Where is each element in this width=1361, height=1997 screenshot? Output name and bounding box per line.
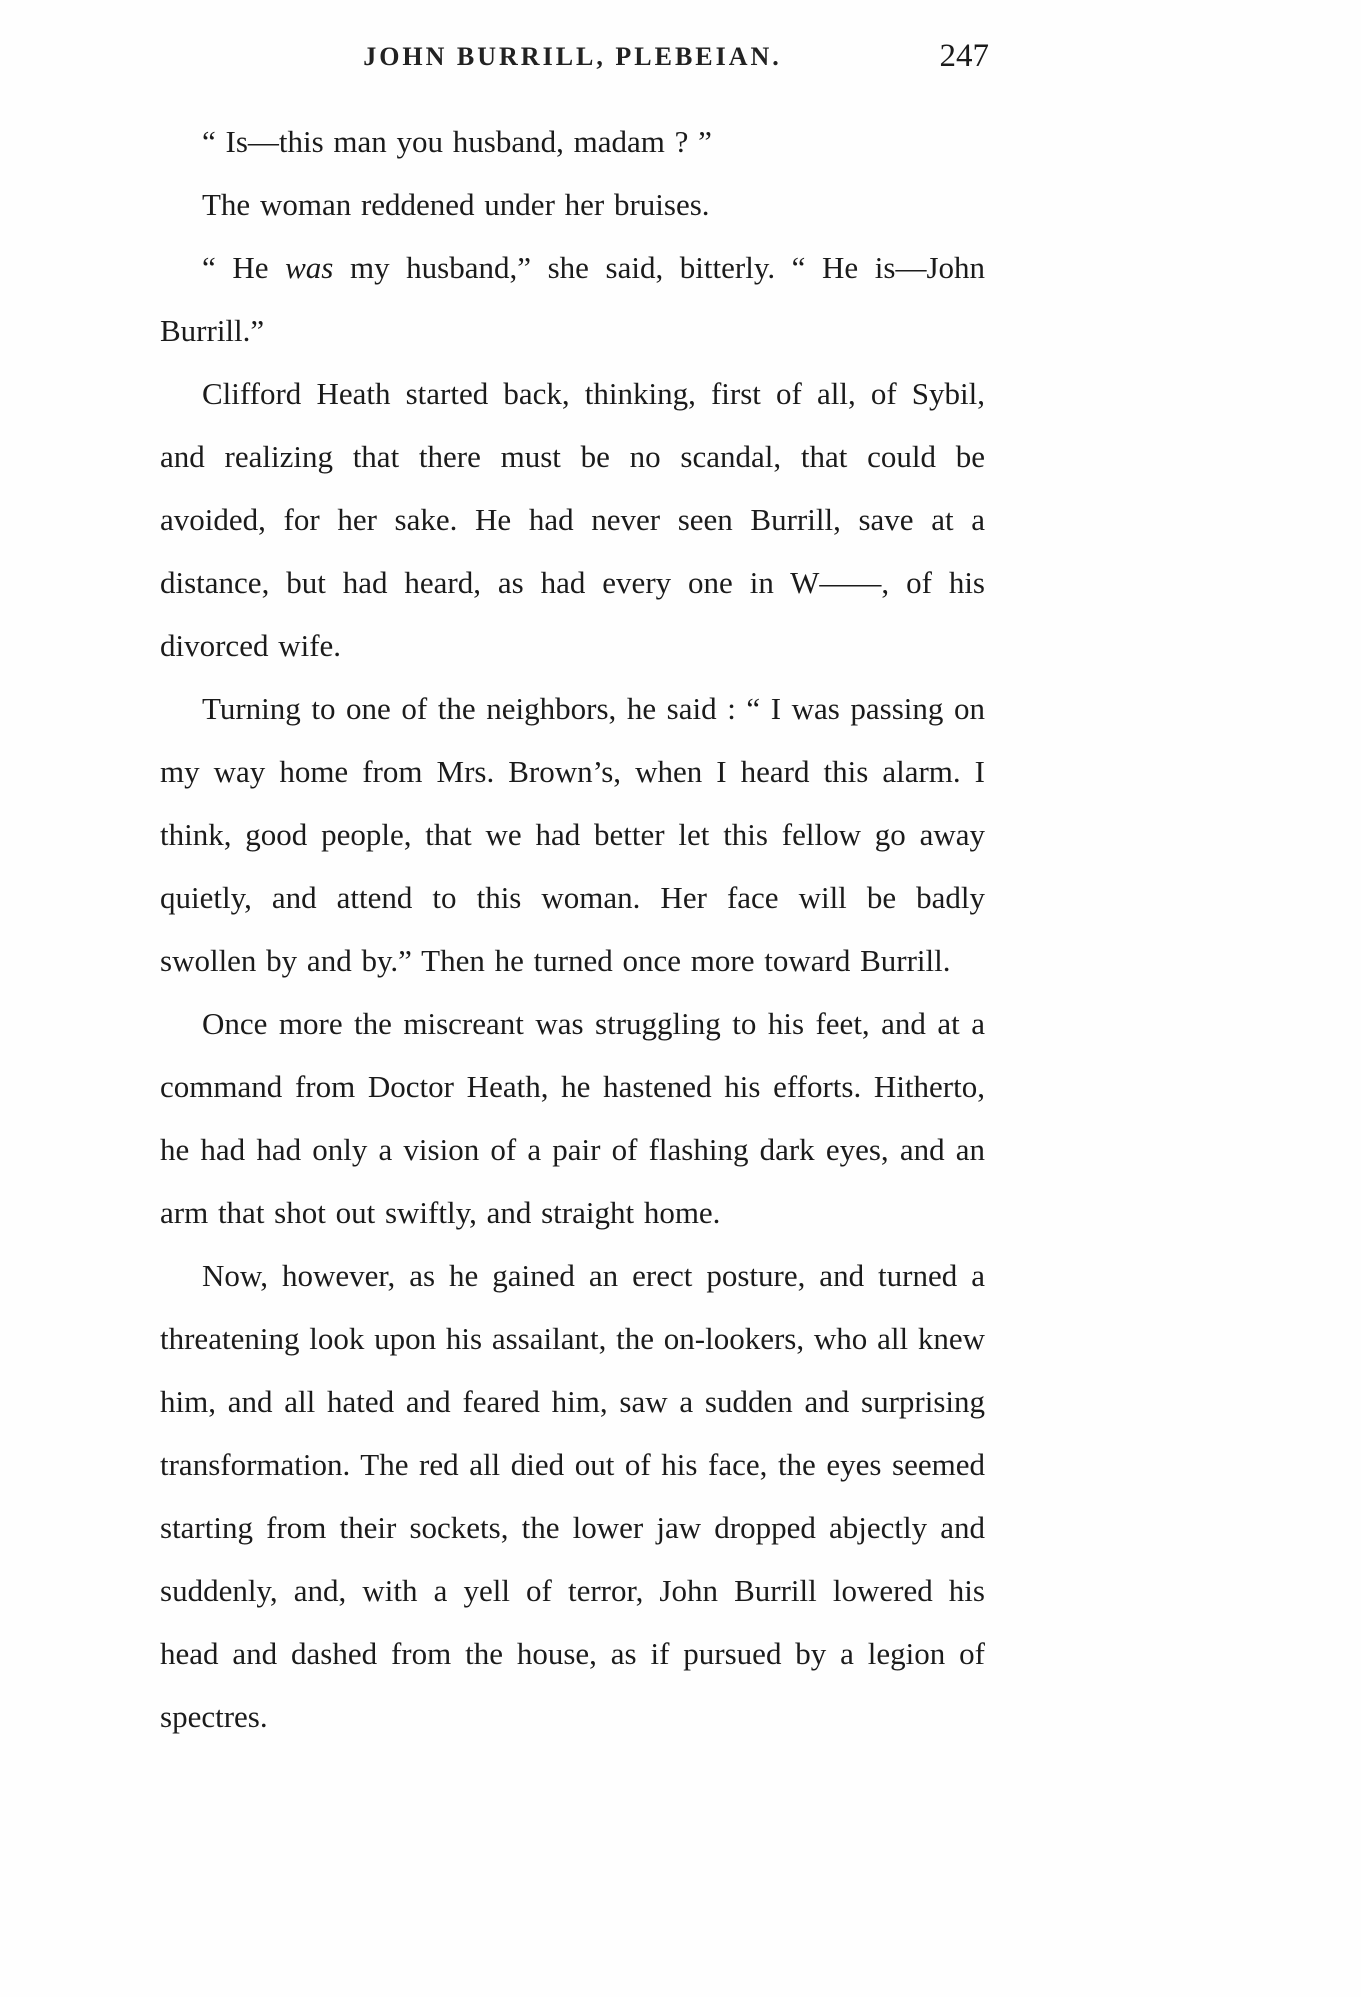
paragraph-7: [160, 1244, 985, 1748]
paragraph-text: The woman reddened under her bruises.: [202, 187, 710, 222]
paragraph-text: my husband,” she said, bitterly. “ He is—John Burrill.”: [160, 250, 986, 348]
running-title: JOHN BURRILL, PLEBEIAN.: [363, 42, 782, 71]
paragraph-text: Clifford Heath started back, thinking, first of all, of Sybil, and realizing that there must be no scandal, that could be avoided, for her sake. He had never seen Burrill, save at a distance, but had heard, as had every one in W——, of his divorced wife.: [160, 376, 985, 663]
paragraph-text: Turning to one of the neighbors, he said : “ I was passing on my way home from Mrs. Brown’s, when I heard this alarm. I think, good people, that we had better let this fellow go away quietly, and attend to this woman. Her face will be badly swollen by and by.” Then he turned once more toward Burrill.: [160, 691, 985, 978]
page-body: [160, 110, 985, 1748]
paragraph-3: [160, 236, 985, 362]
paragraph-text: “ Is—this man you husband, madam ? ”: [202, 124, 712, 159]
paragraph-6: [160, 992, 985, 1244]
emphasized-word: was: [285, 250, 334, 285]
paragraph-4: [160, 362, 985, 677]
paragraph-text: Once more the miscreant was struggling to his feet, and at a command from Doctor Heath, he hastened his efforts. Hitherto, he had had only a vision of a pair of flashing dark eyes, and an arm that shot out swiftly, and straight home.: [160, 1006, 985, 1230]
paragraph-1: [160, 110, 985, 173]
paragraph-text: “ He: [202, 250, 286, 285]
page-number: 247: [939, 38, 989, 74]
paragraph-2: [160, 173, 985, 236]
page-header: [160, 38, 989, 82]
paragraph-5: [160, 677, 985, 992]
paragraph-text: Now, however, as he gained an erect posture, and turned a threatening look upon his assailant, the on-lookers, who all knew him, and all hated and feared him, saw a sudden and surprising transformation. The red all died out of his face, the eyes seemed starting from their sockets, the lower jaw dropped abjectly and suddenly, and, with a yell of terror, John Burrill lowered his head and dashed from the house, as if pursued by a legion of spectres.: [160, 1258, 985, 1734]
